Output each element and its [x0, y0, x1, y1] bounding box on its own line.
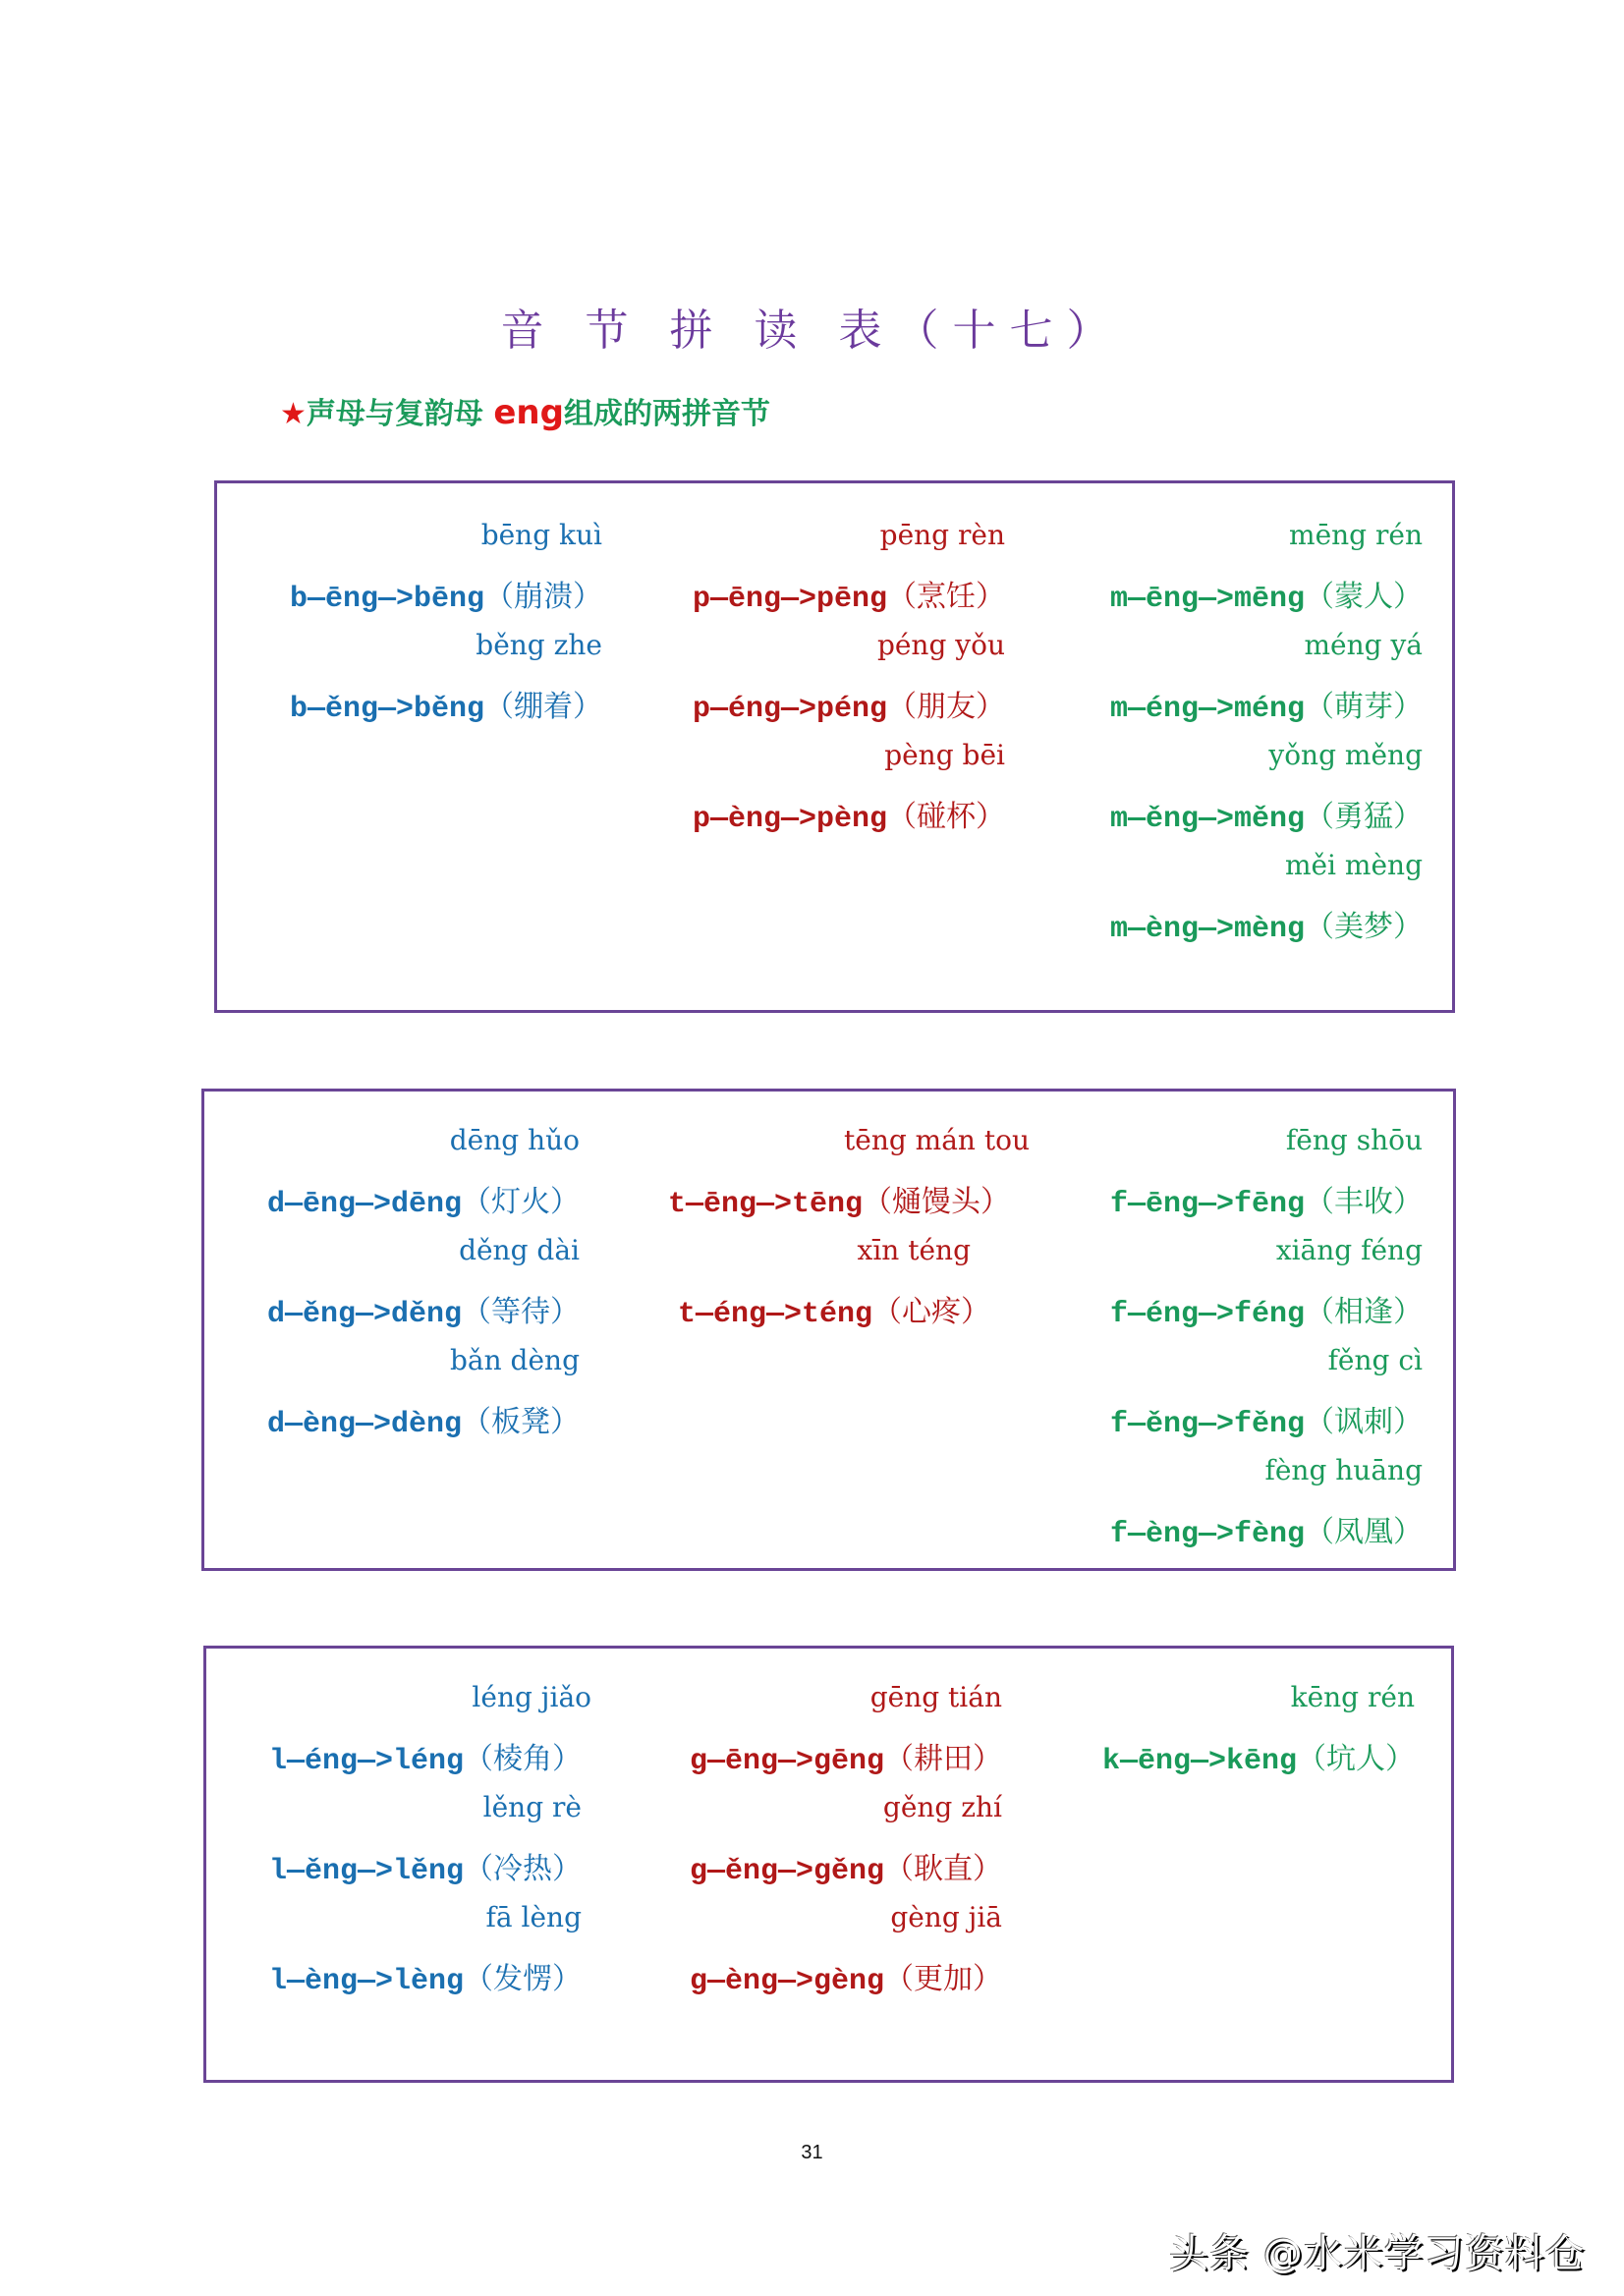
- formula-text: f—ěng—>fěng: [1109, 1408, 1305, 1441]
- spelling-formula: [267, 1287, 580, 1331]
- column-f: [1049, 1124, 1423, 1564]
- column-p: [630, 519, 1005, 849]
- pinyin-word: pèng bēi: [884, 739, 1005, 771]
- spelling-formula: [690, 1734, 1002, 1778]
- heading-prefix: 声母与复韵母: [306, 397, 494, 431]
- chinese-word: （凤凰）: [1305, 1515, 1423, 1549]
- pinyin-word: kēng rén: [1290, 1681, 1415, 1713]
- formula-text: m—ēng—>mēng: [1109, 583, 1305, 616]
- syllable-entry: [1062, 629, 1423, 739]
- pinyin-word: tēng mán tou: [844, 1124, 1030, 1156]
- spelling-formula: [1110, 1507, 1423, 1551]
- pinyin-word: gēng tián: [869, 1681, 1002, 1713]
- syllable-entry: [639, 1901, 1002, 2011]
- spelling-formula: [693, 572, 1005, 616]
- formula-text: b—ěng—>běng: [289, 693, 484, 726]
- spelling-formula: [290, 572, 602, 616]
- chinese-word: （等待）: [462, 1295, 580, 1329]
- chinese-word: （发愣）: [464, 1962, 582, 1996]
- chinese-word: （崩溃）: [484, 580, 602, 614]
- formula-text: d—èng—>dèng: [266, 1408, 462, 1441]
- formula-text: p—èng—>pèng: [692, 803, 887, 836]
- pinyin-word: fěng cì: [1327, 1344, 1423, 1376]
- formula-text: g—ěng—>gěng: [689, 1855, 884, 1888]
- formula-text: t—ēng—>tēng: [667, 1188, 863, 1221]
- formula-text: d—ěng—>děng: [266, 1298, 462, 1331]
- column-g: [639, 1681, 1002, 2011]
- syllable-entry: [1062, 739, 1423, 849]
- star-icon: ★: [280, 397, 307, 431]
- chinese-word: （棱角）: [464, 1742, 582, 1776]
- pinyin-word: léng jiǎo: [472, 1681, 591, 1713]
- chinese-word: （灯火）: [462, 1185, 580, 1219]
- syllable-entry: [1049, 1234, 1423, 1344]
- spelling-formula: [1110, 1397, 1423, 1441]
- spelling-formula: [267, 1397, 580, 1441]
- column-l: [226, 1681, 591, 2011]
- pinyin-word: pēng rèn: [879, 519, 1005, 551]
- syllable-entry: [1049, 1454, 1423, 1564]
- page-title: 音 节 拼 读 表（十七）: [500, 306, 1124, 356]
- section-heading: [280, 389, 770, 432]
- formula-text: k—ēng—>kēng: [1101, 1745, 1297, 1778]
- spelling-formula: [693, 682, 1005, 726]
- syllable-entry: [630, 519, 1005, 629]
- pinyin-word: běng zhe: [476, 629, 602, 661]
- spelling-formula: [1110, 572, 1423, 616]
- syllable-box-3: [203, 1646, 1454, 2083]
- syllable-entry: [224, 1124, 580, 1234]
- chinese-word: （美梦）: [1305, 910, 1423, 944]
- chinese-word: （耕田）: [884, 1742, 1002, 1776]
- spelling-formula: [290, 682, 602, 726]
- pinyin-word: xiāng féng: [1275, 1234, 1423, 1266]
- syllable-entry: [226, 1901, 582, 2011]
- column-d: [224, 1124, 580, 1454]
- chinese-word: （丰收）: [1305, 1185, 1423, 1219]
- chinese-word: （心疼）: [872, 1295, 990, 1329]
- syllable-entry: [237, 519, 602, 629]
- spelling-formula: [668, 1177, 1010, 1221]
- syllable-entry: [226, 1791, 582, 1901]
- chinese-word: （更加）: [884, 1962, 1002, 1996]
- syllable-box-1: [214, 480, 1455, 1013]
- pinyin-word: lěng rè: [482, 1791, 582, 1823]
- syllable-entry: [617, 1234, 1010, 1344]
- syllable-entry: [630, 629, 1005, 739]
- column-m: [1062, 519, 1423, 959]
- formula-text: f—ēng—>fēng: [1109, 1188, 1305, 1221]
- chinese-word: （板凳）: [462, 1405, 580, 1439]
- pinyin-word: fā lèng: [485, 1901, 582, 1933]
- syllable-entry: [226, 1681, 591, 1791]
- spelling-formula: [1110, 682, 1423, 726]
- spelling-formula: [269, 1844, 582, 1888]
- spelling-formula: [1110, 792, 1423, 836]
- syllable-entry: [630, 739, 1005, 849]
- chinese-word: （冷热）: [464, 1852, 582, 1886]
- pinyin-word: bēng kuì: [480, 519, 602, 551]
- formula-text: b—ēng—>bēng: [289, 583, 484, 616]
- pinyin-word: mēng rén: [1289, 519, 1423, 551]
- column-t: [617, 1124, 1030, 1344]
- formula-text: f—éng—>féng: [1109, 1298, 1305, 1331]
- syllable-entry: [1049, 1344, 1423, 1454]
- chinese-word: （坑人）: [1297, 1742, 1415, 1776]
- syllable-entry: [639, 1791, 1002, 1901]
- formula-text: t—éng—>téng: [677, 1298, 872, 1331]
- spelling-formula: [269, 1734, 582, 1778]
- formula-text: p—éng—>péng: [692, 693, 887, 726]
- syllable-entry: [617, 1124, 1030, 1234]
- spelling-formula: [690, 1844, 1002, 1888]
- pinyin-word: dēng hǔo: [449, 1124, 580, 1156]
- pinyin-word: gèng jiā: [890, 1901, 1002, 1933]
- pinyin-word: méng yá: [1304, 629, 1423, 661]
- chinese-word: （勇猛）: [1305, 800, 1423, 834]
- pinyin-word: měi mèng: [1284, 849, 1423, 881]
- formula-text: m—éng—>méng: [1109, 693, 1305, 726]
- spelling-formula: [1102, 1734, 1415, 1778]
- formula-text: l—èng—>lèng: [268, 1965, 464, 1998]
- chinese-word: （萌芽）: [1305, 690, 1423, 724]
- chinese-word: （烹饪）: [887, 580, 1005, 614]
- syllable-entry: [639, 1681, 1002, 1791]
- syllable-entry: [224, 1344, 580, 1454]
- syllable-entry: [1062, 849, 1423, 959]
- syllable-entry: [224, 1234, 580, 1344]
- pinyin-word: péng yǒu: [876, 629, 1005, 661]
- formula-text: f—èng—>fèng: [1109, 1518, 1305, 1551]
- spelling-formula: [1110, 1287, 1423, 1331]
- spelling-formula: [267, 1177, 580, 1221]
- heading-suffix: 组成的两拼音节: [563, 397, 770, 431]
- pinyin-word: fèng huāng: [1264, 1454, 1423, 1486]
- syllable-entry: [1061, 1681, 1415, 1791]
- spelling-formula: [269, 1954, 582, 1998]
- pinyin-word: děng dài: [459, 1234, 580, 1266]
- chinese-word: （蒙人）: [1305, 580, 1423, 614]
- syllable-entry: [1062, 519, 1423, 629]
- page-number: 31: [801, 2142, 823, 2163]
- chinese-word: （讽刺）: [1305, 1405, 1423, 1439]
- pinyin-word: bǎn dèng: [449, 1344, 580, 1376]
- column-k: [1061, 1681, 1415, 1791]
- spelling-formula: [678, 1287, 990, 1331]
- formula-text: g—èng—>gèng: [689, 1965, 884, 1998]
- formula-text: l—éng—>léng: [268, 1745, 464, 1778]
- chinese-word: （耿直）: [884, 1852, 1002, 1886]
- formula-text: m—èng—>mèng: [1109, 913, 1305, 946]
- chinese-word: （绷着）: [484, 690, 602, 724]
- chinese-word: （碰杯）: [887, 800, 1005, 834]
- formula-text: d—ēng—>dēng: [266, 1188, 462, 1221]
- syllable-entry: [237, 629, 602, 739]
- chinese-word: （朋友）: [887, 690, 1005, 724]
- formula-text: l—ěng—>lěng: [268, 1855, 464, 1888]
- formula-text: m—ěng—>měng: [1109, 803, 1305, 836]
- spelling-formula: [1110, 902, 1423, 946]
- syllable-entry: [1049, 1124, 1423, 1234]
- chinese-word: （相逢）: [1305, 1295, 1423, 1329]
- formula-text: p—ēng—>pēng: [692, 583, 887, 616]
- watermark: 头条 @水米学习资料仓: [1169, 2231, 1586, 2276]
- spelling-formula: [1110, 1177, 1423, 1221]
- spelling-formula: [690, 1954, 1002, 1998]
- pinyin-word: gěng zhí: [882, 1791, 1002, 1823]
- pinyin-word: yǒng měng: [1268, 739, 1423, 771]
- syllable-box-2: [201, 1089, 1456, 1571]
- pinyin-word: fēng shōu: [1285, 1124, 1423, 1156]
- pinyin-word: xīn téng: [857, 1234, 971, 1266]
- heading-highlight: eng: [493, 393, 564, 432]
- column-b: [237, 519, 602, 739]
- chinese-word: （熥馒头）: [863, 1185, 1010, 1219]
- spelling-formula: [693, 792, 1005, 836]
- formula-text: g—ēng—>gēng: [689, 1745, 884, 1778]
